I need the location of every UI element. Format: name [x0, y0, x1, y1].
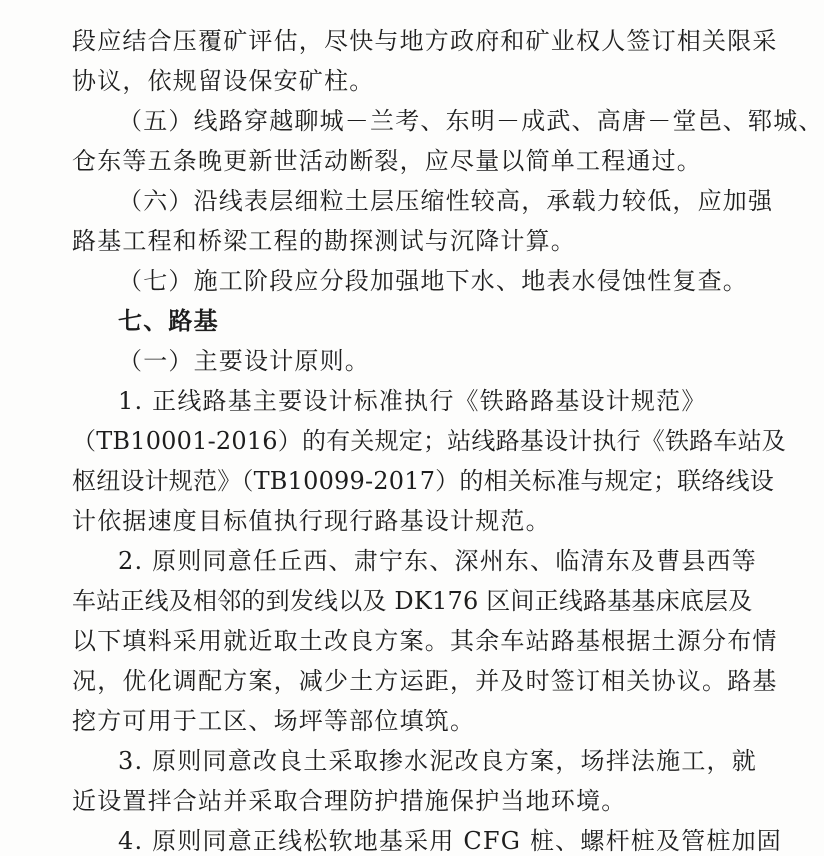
numbered-item-2: 2. 原则同意任丘西、肃宁东、深州东、临清东及曹县西等 — [118, 547, 757, 575]
numbered-item-3: 3. 原则同意改良土采取掺水泥改良方案，场拌法施工，就 — [118, 747, 757, 775]
text-line: 况，优化调配方案，减少土方运距，并及时签订相关协议。路基 — [72, 667, 778, 695]
text-line: （TB10001-2016）的有关规定；站线路基设计执行《铁路车站及 — [72, 427, 786, 455]
section-item-7: （七）施工阶段应分段加强地下水、地表水侵蚀性复查。 — [118, 267, 748, 295]
text-line: 仓东等五条晚更新世活动断裂，应尽量以简单工程通过。 — [72, 147, 702, 175]
text-line: 近设置拌合站并采取合理防护措施保护当地环境。 — [72, 787, 627, 815]
text-line: 路基工程和桥梁工程的勘探测试与沉降计算。 — [72, 227, 576, 255]
subsection-heading-principles: （一）主要设计原则。 — [118, 347, 370, 375]
text-line: 枢纽设计规范》（TB10099-2017）的相关标准与规定；联络线设 — [72, 467, 774, 495]
text-line: 车站正线及相邻的到发线以及 DK176 区间正线路基基床底层及 — [72, 587, 753, 615]
section-item-6: （六）沿线表层细粒土层压缩性较高，承载力较低，应加强 — [118, 187, 774, 215]
section-item-5: （五）线路穿越聊城－兰考、东明－成武、高唐－堂邑、郓城、 — [118, 107, 824, 135]
text-line: 协议，依规留设保安矿柱。 — [72, 67, 375, 95]
text-line: 计依据速度目标值执行现行路基设计规范。 — [72, 507, 551, 535]
section-heading-roadbed: 七、路基 — [118, 306, 219, 335]
text-line: 段应结合压覆矿评估，尽快与地方政府和矿业权人签订相关限采 — [72, 27, 778, 55]
text-line: 以下填料采用就近取土改良方案。其余车站路基根据土源分布情 — [72, 627, 778, 655]
text-line: 挖方可用于工区、场坪等部位填筑。 — [72, 707, 476, 735]
numbered-item-4: 4. 原则同意正线松软地基采用 CFG 桩、螺杆桩及管桩加固 — [118, 827, 782, 855]
numbered-item-1: 1. 正线路基主要设计标准执行《铁路路基设计规范》 — [118, 387, 707, 415]
